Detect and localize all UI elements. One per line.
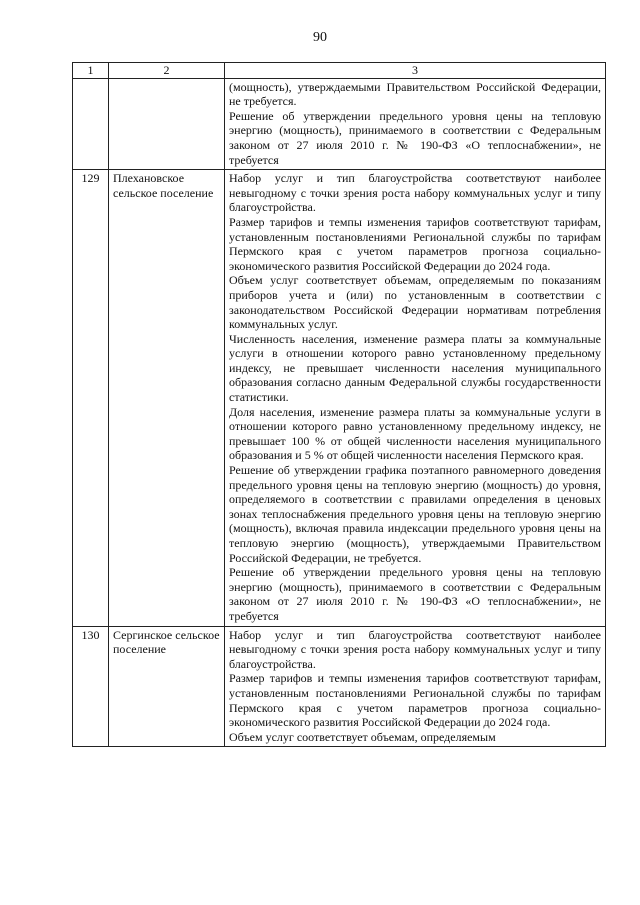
table-row [73,78,606,170]
row-number: 130 [73,626,109,747]
conditions-cell [225,170,606,626]
table-header-row [73,63,606,79]
conditions-cell [225,78,606,170]
row-number: 129 [73,170,109,626]
conditions-cell [225,626,606,747]
page-number: 90 [313,30,327,45]
condition-paragraph: Решение об утверждении графика поэтапного равномерного доведения предельного уровня цены на тепловую энергию (мощность) до уровня, определяемого в соответствии с правилами определения в ценовых зонах теплоснабжения предельного уровня цены на тепловую энергию (мощность), включая правила индексации предельного уровня цены на тепловую энергию (мощность), утверждаемыми Правительством Российской Федерации, не требуется. [229,463,601,565]
condition-paragraph: Размер тарифов и темпы изменения тарифов соответствуют тарифам, установленным постановлениями Региональной службы по тарифам Пермского края с учетом параметров прогноза социально-экономического развития Российской Федерации до 2024 года. [229,214,601,273]
settlement-name: Сергинское сельское поселение [109,626,225,747]
condition-paragraph: (мощность), утверждаемыми Правительством Российской Федерации, не требуется. [229,79,601,109]
condition-paragraph: Численность населения, изменение размера платы за коммунальные услуги в отношении которого равно установленному предельному индексу, не превышает численности населения муниципального образования согласно данным Федеральной службы государственности статистики. [229,331,601,405]
condition-paragraph: Решение об утверждении предельного уровня цены на тепловую энергию (мощность), принимаемого в соответствии с Федеральным законом от 27 июля 2010 г. № 190-ФЗ «О теплоснабжении», не требуется [229,108,601,167]
condition-paragraph: Решение об утверждении предельного уровня цены на тепловую энергию (мощность), принимаемого в соответствии с Федеральным законом от 27 июля 2010 г. № 190-ФЗ «О теплоснабжении», не требуется [229,565,601,623]
municipal-table [72,62,606,747]
row-number [73,78,109,170]
condition-paragraph: Набор услуг и тип благоустройства соответствуют наиболее невыгодному с точки зрения роста набору коммунальных услуг и типу благоустройства. [229,171,601,215]
settlement-name: Плехановское сельское поселение [109,170,225,626]
settlement-name [109,78,225,170]
column-header-3: 3 [225,63,606,79]
condition-paragraph: Доля населения, изменение размера платы за коммунальные услуги в отношении которого равно установленному предельному индексу, не превышает 100 % от общей численности населения муниципального образования и 5 % от общей численности населения Пермского края. [229,404,601,463]
condition-paragraph: Набор услуг и тип благоустройства соответствуют наиболее невыгодному с точки зрения роста набору коммунальных услуг и типу благоустройства. [229,627,601,671]
condition-paragraph: Объем услуг соответствует объемам, определяемым [229,729,496,744]
condition-paragraph: Объем услуг соответствует объемам, определяемым по показаниям приборов учета и (или) по установленным в соответствии с законодательством Российской Федерации нормативам потребления коммунальных услуг. [229,273,601,332]
column-header-1: 1 [73,63,109,79]
condition-paragraph: Размер тарифов и темпы изменения тарифов соответствуют тарифам, установленным постановлениями Региональной службы по тарифам Пермского края с учетом параметров прогноза социально-экономического развития Российской Федерации до 2024 года. [229,671,601,730]
table-row [73,170,606,626]
table-row [73,626,606,747]
column-header-2: 2 [109,63,225,79]
